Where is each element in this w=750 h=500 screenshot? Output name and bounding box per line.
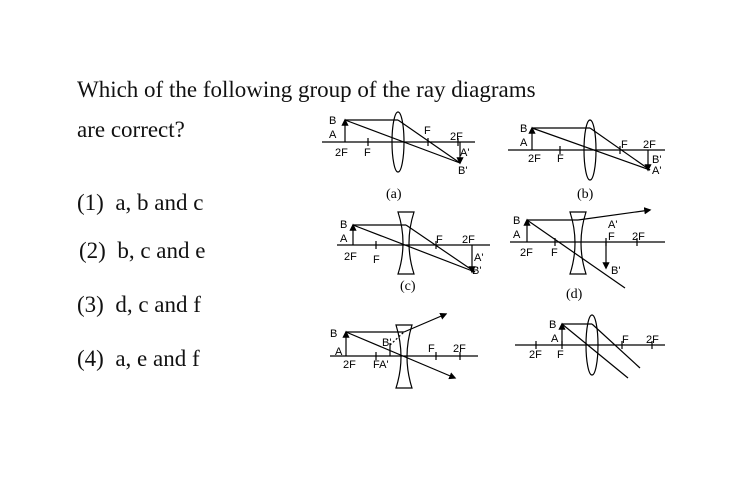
label-f-right: F [621, 139, 628, 151]
caption-c: (c) [400, 279, 416, 294]
diagram-e [330, 314, 478, 388]
caption-b: (b) [577, 187, 594, 202]
label-b: B [329, 115, 337, 127]
label-f-right: F [428, 343, 435, 355]
label-2f-right: 2F [462, 234, 475, 246]
label-2f-right: 2F [453, 343, 466, 355]
question-line-2: are correct? [77, 117, 185, 142]
option-1-text: a, b and c [115, 190, 204, 215]
label-f-left: F [557, 349, 564, 361]
label-b: B [340, 219, 348, 231]
label-f-right: F [436, 234, 443, 246]
label-2f-left: 2F [343, 359, 356, 371]
label-f-left: F [373, 254, 380, 266]
option-3-number: (3) [77, 292, 104, 317]
label-a-prime: A' [652, 165, 662, 177]
label-2f-left: 2F [529, 349, 542, 361]
label-2f-left: 2F [528, 153, 541, 165]
label-b-prime: B' [458, 165, 468, 177]
diagram-c [337, 212, 490, 294]
label-2f-left: 2F [335, 147, 348, 159]
concave-lens [570, 212, 586, 274]
label-2f-right: 2F [450, 131, 463, 143]
label-2f-right: 2F [646, 334, 659, 346]
label-b: B [520, 123, 528, 135]
option-2-text: b, c and e [117, 238, 206, 263]
label-b: B [513, 215, 521, 227]
diagram-d [510, 210, 665, 302]
label-f-right: F [424, 125, 431, 137]
label-f-left: F [557, 153, 564, 165]
label-b-prime: B' [382, 337, 392, 349]
label-a: A [520, 137, 528, 149]
label-a: A [329, 129, 337, 141]
diagram-a [322, 112, 475, 202]
label-a-prime: A' [460, 147, 470, 159]
label-fa-prime: FA' [373, 359, 389, 371]
label-b-prime: B' [652, 154, 662, 166]
ray [406, 225, 475, 272]
virtual-ray [390, 332, 404, 345]
label-b-prime: B' [472, 265, 482, 277]
ray [592, 324, 640, 368]
caption-a: (a) [386, 187, 402, 202]
label-f-left: F [551, 247, 558, 259]
label-b-prime: B' [611, 265, 621, 277]
label-b: B [549, 319, 557, 331]
label-f-right: F [608, 231, 615, 243]
label-a: A [513, 229, 521, 241]
option-4-number: (4) [77, 346, 104, 371]
option-3-text: d, c and f [115, 292, 201, 317]
label-a-prime: A' [608, 219, 618, 231]
option-1-number: (1) [77, 190, 104, 215]
caption-d: (d) [566, 287, 583, 302]
diagram-f [515, 315, 665, 378]
question-line-1: Which of the following group of the ray diagrams [77, 77, 536, 102]
ray [532, 128, 650, 170]
ray [353, 225, 475, 272]
label-a-prime: A' [474, 252, 484, 264]
label-2f-left: 2F [344, 251, 357, 263]
diagram-b [508, 120, 665, 202]
label-f-left: F [364, 147, 371, 159]
label-2f-left: 2F [520, 247, 533, 259]
option-4-text: a, e and f [115, 346, 200, 371]
label-2f-right: 2F [643, 139, 656, 151]
option-2-number: (2) [79, 238, 106, 263]
label-2f-right: 2F [632, 231, 645, 243]
label-a: A [340, 233, 348, 245]
ray [404, 314, 446, 332]
label-b: B [330, 328, 338, 340]
label-a: A [551, 333, 559, 345]
label-a: A [335, 346, 343, 358]
label-f-right: F [622, 334, 629, 346]
